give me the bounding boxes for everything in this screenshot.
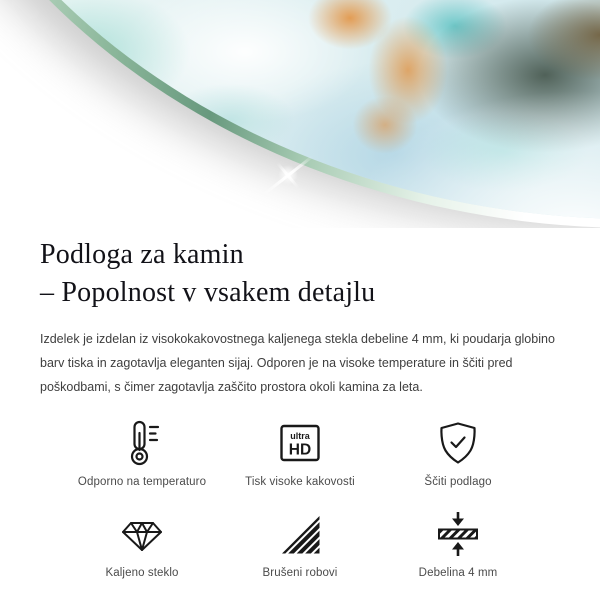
product-description: Izdelek je izdelan iz visokokakovostnega kaljenega stekla debeline 4 mm, ki poudarja globino barv tiska in zagotavlja eleganten sijaj. Odporen je na visoke temperature in ščiti pred poškodbami, s čimer zagotavlja zaščito prostora okoli kamina za leta. [40,332,555,394]
product-description-section [0,228,600,579]
feature-label: Brušeni robovi [262,567,338,579]
ultra-hd-icon [276,419,324,467]
feature-label: Debelina 4 mm [418,567,498,579]
feature-temperature-resistant [63,418,221,488]
feature-tempered-glass [63,509,221,579]
diamond-icon [118,510,166,558]
feature-protects-surface [379,418,537,488]
feature-label: Tisk visoke kakovosti [245,476,355,488]
feature-label: Kaljeno steklo [105,567,179,579]
sparkle-core [278,165,298,185]
thermometer-icon [118,419,166,467]
product-image [0,0,600,228]
feature-polished-edges [221,509,379,579]
feature-print-quality [221,418,379,488]
thickness-icon [434,510,482,558]
feature-label: Odporno na temperaturo [77,476,207,488]
ultra-hd-icon-text-bottom: HD [288,441,312,459]
page-title-line1: Podloga za kamin [40,239,244,270]
polished-edges-icon [276,510,324,558]
shield-check-icon [434,419,482,467]
page-title [40,236,560,312]
ultra-hd-icon-text-top: ultra [290,431,310,441]
page-title-line2: – Popolnost v vsakem detajlu [40,277,376,308]
features-grid [63,418,537,579]
feature-label: Ščiti podlago [424,476,492,488]
feature-thickness [379,509,537,579]
